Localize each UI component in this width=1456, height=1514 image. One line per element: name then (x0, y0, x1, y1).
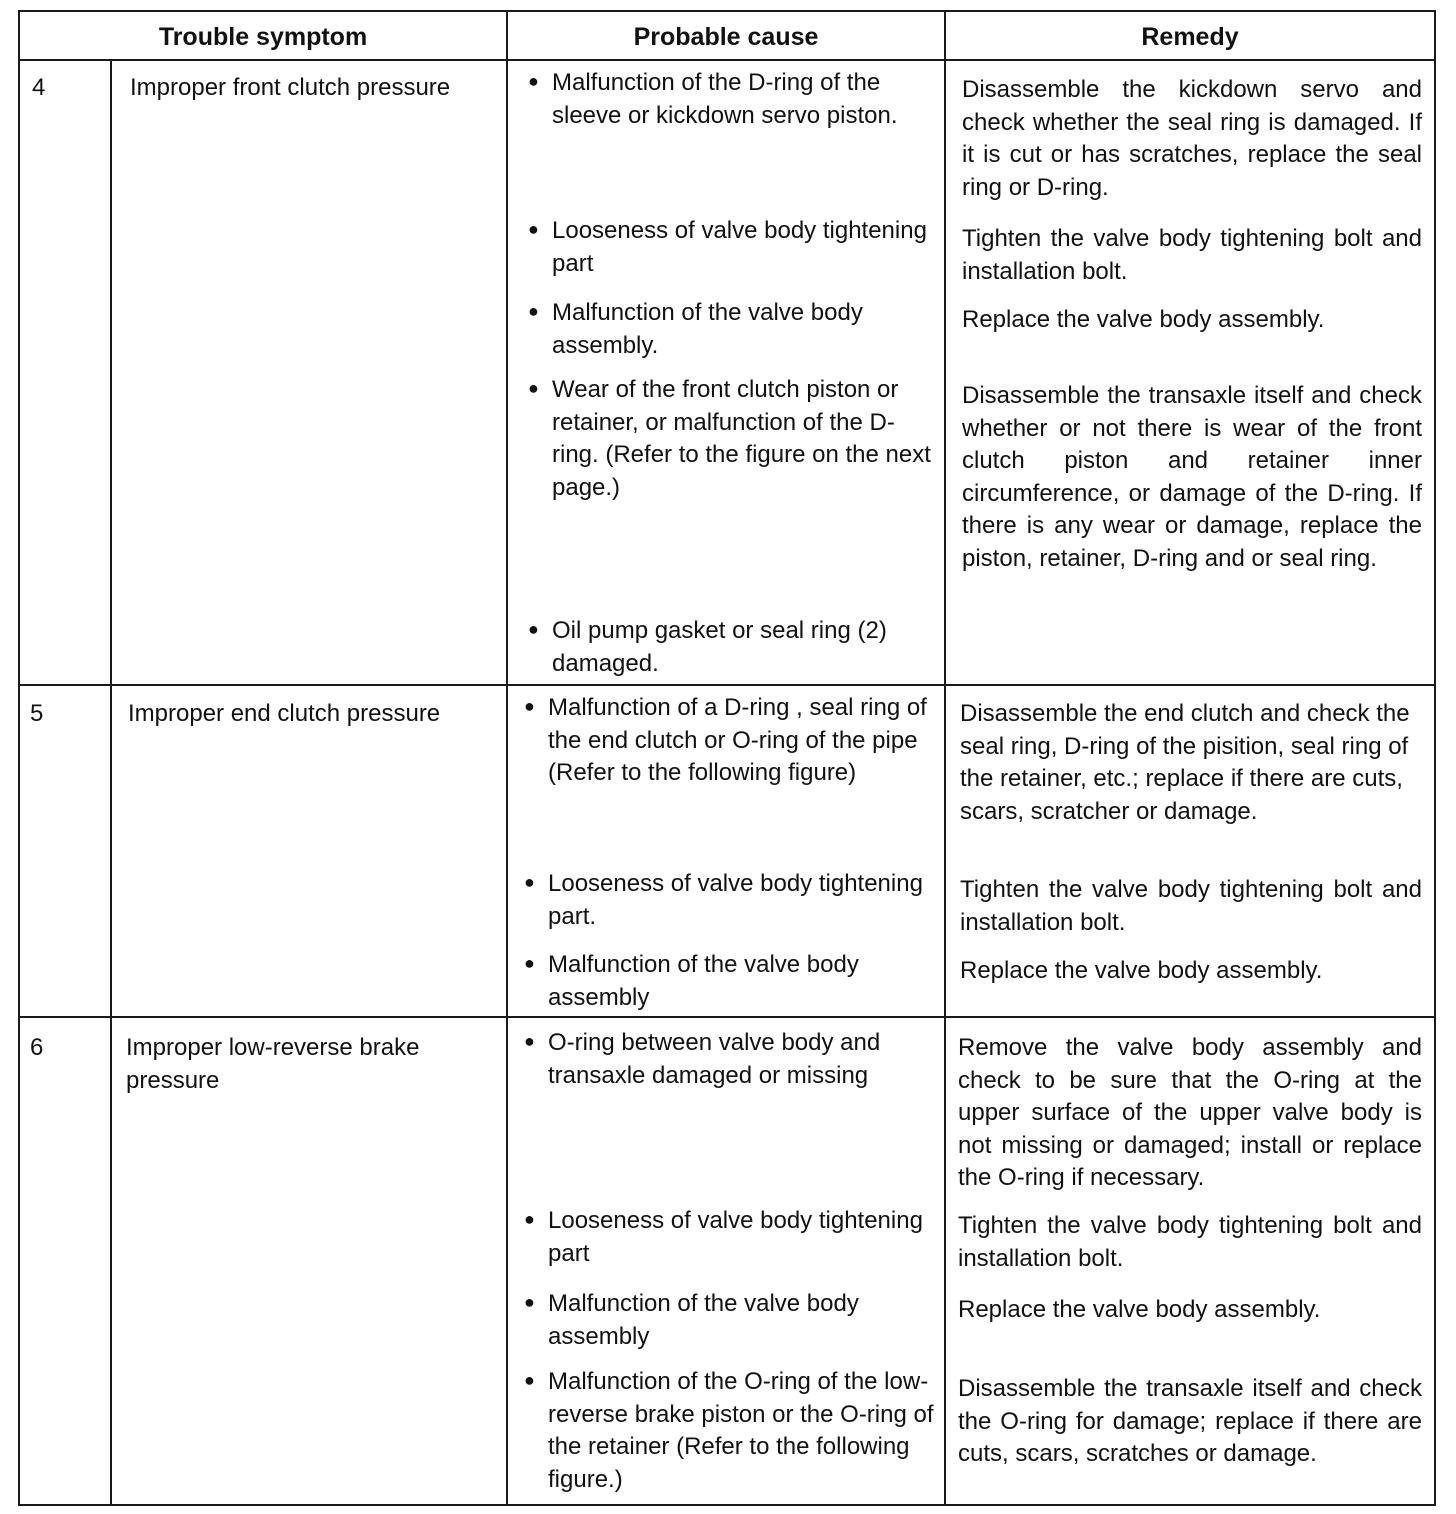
cause-item (522, 215, 940, 280)
bullet-icon: ● (524, 1370, 535, 1390)
cause-item (518, 1288, 938, 1353)
row-symptom: Improper front clutch pressure (130, 74, 451, 101)
cause-text: O-ring between valve body and transaxle damaged or missing (548, 1029, 881, 1089)
row-number: 5 (30, 700, 44, 727)
bullet-icon: ● (528, 301, 539, 321)
cause-item (518, 1027, 938, 1092)
cause-item (522, 374, 940, 504)
remedy-text: Remove the valve body assembly and check to be sure that the O-ring at the upper surface of the upper valve body is not missing or damaged; install or replace the O-ring if necessary. (958, 1034, 1422, 1191)
cause-text: Looseness of valve body tightening part. (548, 870, 923, 930)
cause-text: Oil pump gasket or seal ring (2) damaged. (552, 617, 887, 677)
cause-item (522, 615, 940, 680)
cause-item (522, 297, 940, 362)
cause-text: Malfunction of the O-ring of the low-reverse brake piston or the O-ring of the retainer (Refer to the following figure.) (548, 1368, 934, 1493)
cause-item (518, 868, 938, 933)
remedy-column-divider (944, 12, 946, 1504)
row-symptom: Improper low-reverse brake pressure (126, 1034, 420, 1094)
row-divider (20, 1016, 1434, 1018)
troubleshooting-table (18, 10, 1436, 1506)
remedy-text: Disassemble the transaxle itself and check whether or not there is wear of the front clutch piston and retainer inner circumference, or damage of the D-ring. If there is any wear or damage, replace the piston, retainer, D-ring and or seal ring. (962, 382, 1422, 572)
bullet-icon: ● (528, 619, 539, 639)
remedy-text: Tighten the valve body tightening bolt and installation bolt. (958, 1212, 1422, 1272)
cause-text: Malfunction of the valve body assembly. (552, 299, 863, 359)
remedy-text: Replace the valve body assembly. (958, 1296, 1321, 1323)
row-divider (20, 684, 1434, 686)
bullet-icon: ● (524, 1209, 535, 1229)
header-probable-cause: Probable cause (633, 22, 819, 51)
remedy-text: Disassemble the kickdown servo and check whether the seal ring is damaged. If it is cut or has scratches, replace the seal ring or D-ring. (962, 76, 1422, 201)
remedy-text: Disassemble the transaxle itself and check the O-ring for damage; replace if there are cuts, scars, scratches or damage. (958, 1375, 1422, 1467)
header-remedy: Remedy (1141, 22, 1239, 51)
remedy-text: Disassemble the end clutch and check the seal ring, D-ring of the pisition, seal ring of the retainer, etc.; replace if there are cuts, scars, scratcher or damage. (960, 700, 1410, 825)
number-column-divider (110, 60, 112, 1504)
remedy-text: Tighten the valve body tightening bolt and installation bolt. (962, 225, 1422, 285)
cause-item (518, 949, 938, 1014)
cause-item (518, 692, 938, 790)
cause-text: Looseness of valve body tightening part (548, 1207, 923, 1267)
row-symptom: Improper end clutch pressure (128, 700, 441, 727)
cause-item (518, 1205, 938, 1270)
bullet-icon: ● (528, 71, 539, 91)
cause-item (522, 67, 940, 132)
cause-text: Malfunction of the valve body assembly (548, 951, 859, 1011)
header-trouble-symptom: Trouble symptom (158, 22, 368, 51)
cause-text: Wear of the front clutch piston or retainer, or malfunction of the D-ring. (Refer to the figure on the next page.) (552, 376, 931, 501)
cause-text: Malfunction of a D-ring , seal ring of the end clutch or O-ring of the pipe (Refer to the following figure) (548, 694, 927, 786)
remedy-text: Replace the valve body assembly. (960, 957, 1323, 984)
cause-text: Malfunction of the valve body assembly (548, 1290, 859, 1350)
bullet-icon: ● (524, 696, 535, 716)
row-number: 4 (32, 74, 46, 101)
bullet-icon: ● (528, 219, 539, 239)
bullet-icon: ● (524, 953, 535, 973)
cause-text: Looseness of valve body tightening part (552, 217, 927, 277)
remedy-text: Replace the valve body assembly. (962, 306, 1325, 333)
cause-column-divider (506, 12, 508, 1504)
bullet-icon: ● (528, 378, 539, 398)
bullet-icon: ● (524, 872, 535, 892)
remedy-text: Tighten the valve body tightening bolt and installation bolt. (960, 876, 1422, 936)
bullet-icon: ● (524, 1292, 535, 1312)
cause-item (518, 1366, 938, 1496)
row-number: 6 (30, 1034, 44, 1061)
bullet-icon: ● (524, 1031, 535, 1051)
cause-text: Malfunction of the D-ring of the sleeve or kickdown servo piston. (552, 69, 898, 129)
